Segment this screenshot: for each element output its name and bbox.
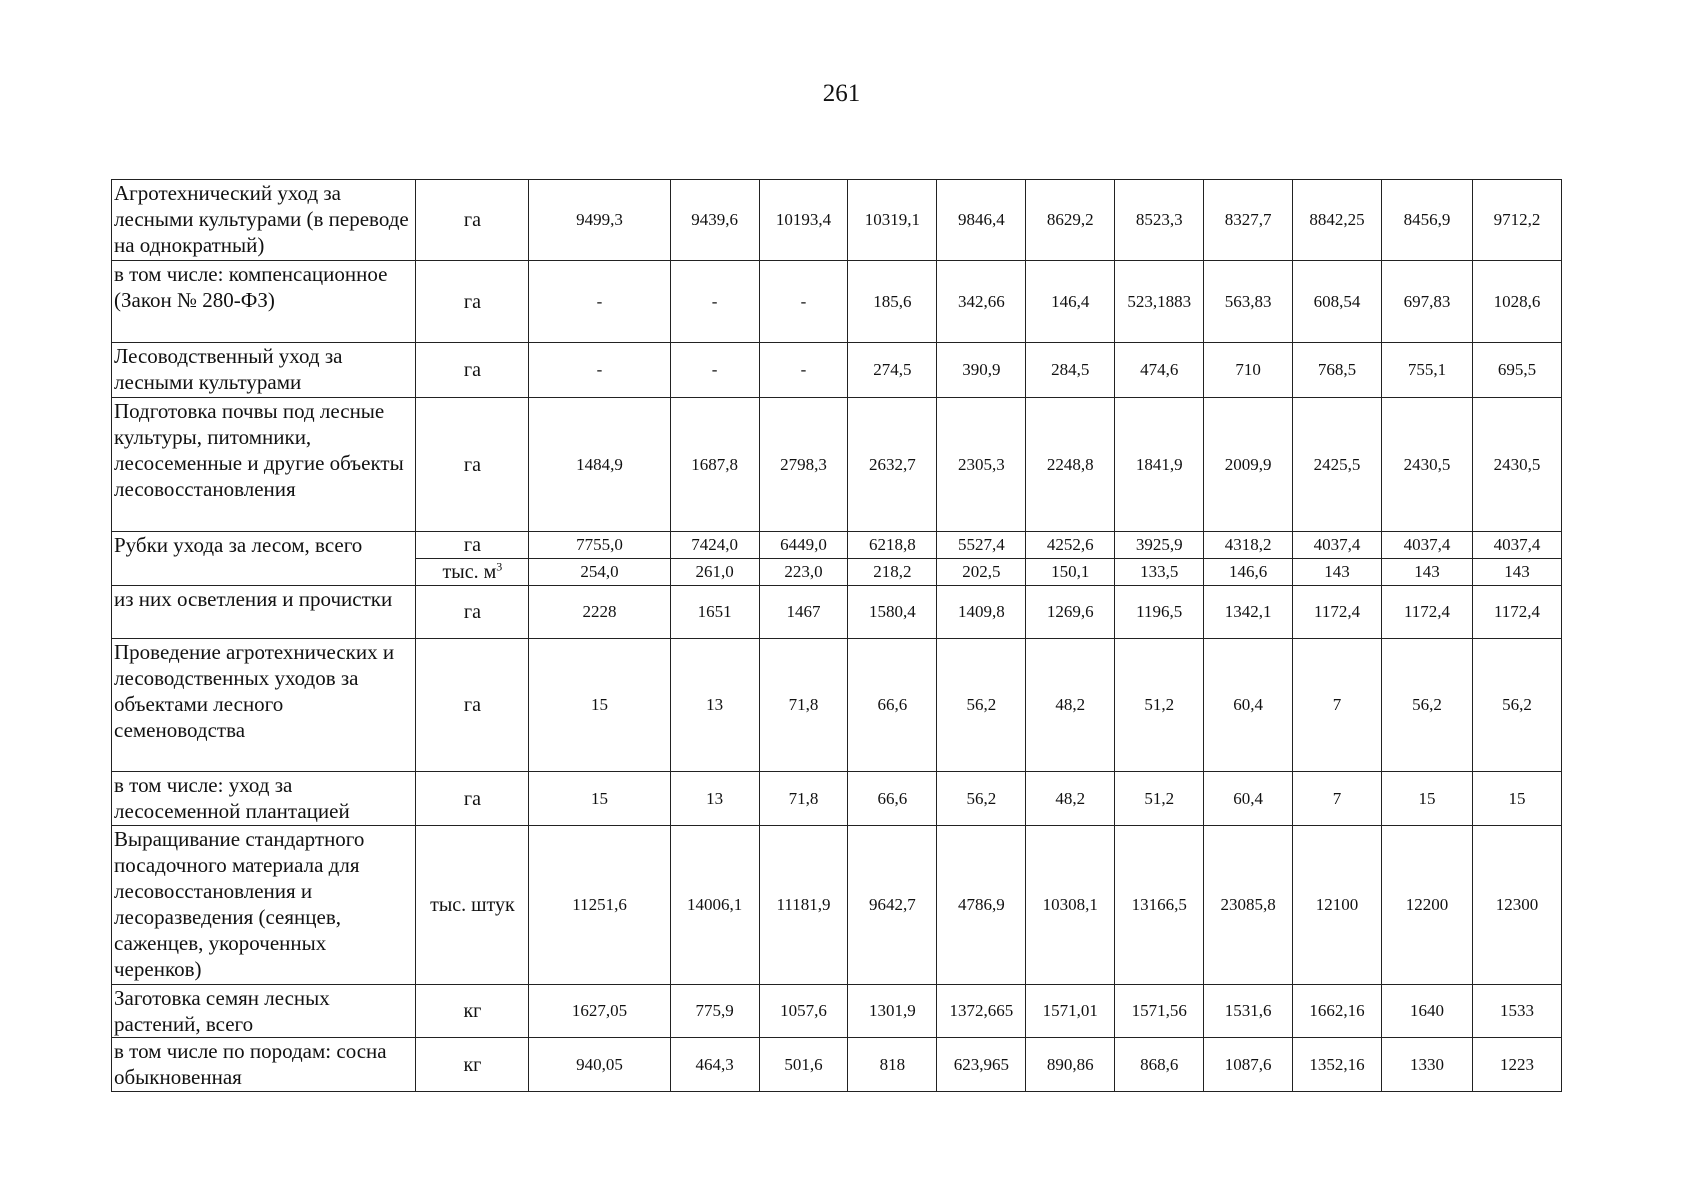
table-row xyxy=(112,985,1562,1038)
table-cell: 755,1 xyxy=(1382,343,1473,398)
table-cell: 501,6 xyxy=(759,1038,848,1092)
table-cell: 2430,5 xyxy=(1473,398,1562,532)
table-cell: 218,2 xyxy=(848,559,937,586)
table-cell: 133,5 xyxy=(1115,559,1204,586)
table-cell: 254,0 xyxy=(529,559,670,586)
table-cell: 623,965 xyxy=(937,1038,1026,1092)
table-cell: 4786,9 xyxy=(937,826,1026,985)
table-row xyxy=(112,398,1562,532)
table-cell: 1687,8 xyxy=(670,398,759,532)
row-unit: кг xyxy=(416,1038,529,1092)
table-row xyxy=(112,343,1562,398)
table-cell: 15 xyxy=(1382,772,1473,826)
page-number: 261 xyxy=(822,80,861,107)
table-cell: 1172,4 xyxy=(1473,586,1562,639)
table-cell: 1841,9 xyxy=(1115,398,1204,532)
row-label: из них осветления и прочистки xyxy=(112,586,416,639)
table-cell: 51,2 xyxy=(1115,772,1204,826)
table-cell: 1484,9 xyxy=(529,398,670,532)
row-unit: га xyxy=(416,586,529,639)
table-cell: 710 xyxy=(1204,343,1293,398)
row-unit: га xyxy=(416,532,529,559)
table-row xyxy=(112,532,1562,559)
table-body xyxy=(112,180,1562,1092)
table-cell: 7 xyxy=(1293,639,1382,772)
data-table xyxy=(111,179,1562,1092)
unit-superscript: 3 xyxy=(496,559,503,574)
table-cell: 56,2 xyxy=(1382,639,1473,772)
table-cell: 13 xyxy=(670,772,759,826)
table-cell: 5527,4 xyxy=(937,532,1026,559)
table-cell: 71,8 xyxy=(759,772,848,826)
table-cell: 8456,9 xyxy=(1382,180,1473,261)
table-cell: 3925,9 xyxy=(1115,532,1204,559)
table-cell: 4318,2 xyxy=(1204,532,1293,559)
table-cell: 1627,05 xyxy=(529,985,670,1038)
table-cell: 14006,1 xyxy=(670,826,759,985)
row-unit: га xyxy=(416,639,529,772)
table-cell: 66,6 xyxy=(848,772,937,826)
table-cell: 2798,3 xyxy=(759,398,848,532)
table-cell: 274,5 xyxy=(848,343,937,398)
table-cell: 563,83 xyxy=(1204,261,1293,343)
table-cell: 1409,8 xyxy=(937,586,1026,639)
table-cell: - xyxy=(529,343,670,398)
table-cell: 1342,1 xyxy=(1204,586,1293,639)
table-cell: 1057,6 xyxy=(759,985,848,1038)
table-cell: - xyxy=(529,261,670,343)
table-cell: 13166,5 xyxy=(1115,826,1204,985)
table-cell: 1172,4 xyxy=(1382,586,1473,639)
table-cell: 71,8 xyxy=(759,639,848,772)
table-cell: 6218,8 xyxy=(848,532,937,559)
table-cell: 11251,6 xyxy=(529,826,670,985)
table-cell: 1467 xyxy=(759,586,848,639)
table-row xyxy=(112,639,1562,772)
table-cell: - xyxy=(670,343,759,398)
table-cell: 1352,16 xyxy=(1293,1038,1382,1092)
row-unit xyxy=(416,559,529,586)
row-label: Проведение агротехнических и лесоводственных уходов за объектами лесного семеноводства xyxy=(112,639,416,772)
table-cell: 202,5 xyxy=(937,559,1026,586)
table-cell: 342,66 xyxy=(937,261,1026,343)
table-row xyxy=(112,1038,1562,1092)
table-cell: 2430,5 xyxy=(1382,398,1473,532)
table-cell: 8327,7 xyxy=(1204,180,1293,261)
table-cell: 1651 xyxy=(670,586,759,639)
table-cell: 608,54 xyxy=(1293,261,1382,343)
table-cell: 284,5 xyxy=(1026,343,1115,398)
table-row xyxy=(112,261,1562,343)
row-label: Подготовка почвы под лесные культуры, питомники, лесосеменные и другие объекты лесовосстановления xyxy=(112,398,416,532)
table-cell: 8523,3 xyxy=(1115,180,1204,261)
table-cell: 51,2 xyxy=(1115,639,1204,772)
table-cell: 697,83 xyxy=(1382,261,1473,343)
table-cell: 1087,6 xyxy=(1204,1038,1293,1092)
table-cell: 11181,9 xyxy=(759,826,848,985)
table-cell: 390,9 xyxy=(937,343,1026,398)
table-cell: 4037,4 xyxy=(1473,532,1562,559)
table-cell: 4252,6 xyxy=(1026,532,1115,559)
table-cell: 1196,5 xyxy=(1115,586,1204,639)
table-cell: 4037,4 xyxy=(1293,532,1382,559)
row-label: в том числе: уход за лесосеменной плантацией xyxy=(112,772,416,826)
table-cell: 10319,1 xyxy=(848,180,937,261)
table-cell: 9846,4 xyxy=(937,180,1026,261)
row-unit: га xyxy=(416,343,529,398)
table-cell: 940,05 xyxy=(529,1038,670,1092)
row-unit: га xyxy=(416,261,529,343)
row-unit: тыс. штук xyxy=(416,826,529,985)
table-cell: - xyxy=(759,261,848,343)
table-cell: 13 xyxy=(670,639,759,772)
table-cell: 60,4 xyxy=(1204,772,1293,826)
table-cell: 146,6 xyxy=(1204,559,1293,586)
table-cell: 48,2 xyxy=(1026,772,1115,826)
row-label: в том числе: компенсационное (Закон № 280-ФЗ) xyxy=(112,261,416,343)
table-cell: 1640 xyxy=(1382,985,1473,1038)
row-label: Рубки ухода за лесом, всего xyxy=(112,532,416,586)
table-cell: 60,4 xyxy=(1204,639,1293,772)
table-cell: 10193,4 xyxy=(759,180,848,261)
row-label: Заготовка семян лесных растений, всего xyxy=(112,985,416,1038)
table-cell: 9642,7 xyxy=(848,826,937,985)
table-cell: 1372,665 xyxy=(937,985,1026,1038)
table-cell: 223,0 xyxy=(759,559,848,586)
table-cell: 146,4 xyxy=(1026,261,1115,343)
row-label: Лесоводственный уход за лесными культурами xyxy=(112,343,416,398)
table-row xyxy=(112,586,1562,639)
table-cell: 8842,25 xyxy=(1293,180,1382,261)
row-unit: га xyxy=(416,398,529,532)
table-cell: 10308,1 xyxy=(1026,826,1115,985)
table-cell: 2248,8 xyxy=(1026,398,1115,532)
table-cell: 15 xyxy=(1473,772,1562,826)
unit-text: тыс. м xyxy=(442,561,497,583)
table-cell: 66,6 xyxy=(848,639,937,772)
table-cell: 56,2 xyxy=(937,772,1026,826)
table-cell: - xyxy=(759,343,848,398)
table-row xyxy=(112,772,1562,826)
table-row xyxy=(112,180,1562,261)
table-cell: 1580,4 xyxy=(848,586,937,639)
table-cell: 1172,4 xyxy=(1293,586,1382,639)
table-cell: 1533 xyxy=(1473,985,1562,1038)
table-cell: 261,0 xyxy=(670,559,759,586)
table-cell: 12200 xyxy=(1382,826,1473,985)
table-cell: 868,6 xyxy=(1115,1038,1204,1092)
table-cell: 1301,9 xyxy=(848,985,937,1038)
table-cell: 2425,5 xyxy=(1293,398,1382,532)
table-cell: 1571,01 xyxy=(1026,985,1115,1038)
table-cell: 4037,4 xyxy=(1382,532,1473,559)
table-cell: 474,6 xyxy=(1115,343,1204,398)
table-cell: 695,5 xyxy=(1473,343,1562,398)
row-label: в том числе по породам: сосна обыкновенная xyxy=(112,1038,416,1092)
table-cell: 768,5 xyxy=(1293,343,1382,398)
table-cell: 818 xyxy=(848,1038,937,1092)
table-cell: 464,3 xyxy=(670,1038,759,1092)
table-cell: 23085,8 xyxy=(1204,826,1293,985)
table-cell: 48,2 xyxy=(1026,639,1115,772)
table-cell: 8629,2 xyxy=(1026,180,1115,261)
table-cell: 1269,6 xyxy=(1026,586,1115,639)
table-cell: 15 xyxy=(529,639,670,772)
table-cell: 143 xyxy=(1473,559,1562,586)
table-cell: 150,1 xyxy=(1026,559,1115,586)
table-cell: 2305,3 xyxy=(937,398,1026,532)
table-cell: 2632,7 xyxy=(848,398,937,532)
table-cell: 9439,6 xyxy=(670,180,759,261)
table-cell: 775,9 xyxy=(670,985,759,1038)
table-cell: 185,6 xyxy=(848,261,937,343)
table-cell: 1223 xyxy=(1473,1038,1562,1092)
table-cell: 7424,0 xyxy=(670,532,759,559)
table-cell: 890,86 xyxy=(1026,1038,1115,1092)
table-cell: 6449,0 xyxy=(759,532,848,559)
table-row xyxy=(112,826,1562,985)
table-cell: 143 xyxy=(1293,559,1382,586)
table-cell: 1662,16 xyxy=(1293,985,1382,1038)
table-cell: 1571,56 xyxy=(1115,985,1204,1038)
table-cell: 523,1883 xyxy=(1115,261,1204,343)
table-cell: 56,2 xyxy=(937,639,1026,772)
table-cell: 1330 xyxy=(1382,1038,1473,1092)
table-cell: 1028,6 xyxy=(1473,261,1562,343)
table-cell: 12300 xyxy=(1473,826,1562,985)
row-unit: кг xyxy=(416,985,529,1038)
row-label: Агротехнический уход за лесными культурами (в переводе на однократный) xyxy=(112,180,416,261)
table-cell: 12100 xyxy=(1293,826,1382,985)
table-cell: 7755,0 xyxy=(529,532,670,559)
table-cell: 9712,2 xyxy=(1473,180,1562,261)
row-unit: га xyxy=(416,772,529,826)
table-cell: 2228 xyxy=(529,586,670,639)
table-cell: 143 xyxy=(1382,559,1473,586)
table-cell: 7 xyxy=(1293,772,1382,826)
table-cell: 1531,6 xyxy=(1204,985,1293,1038)
row-label: Выращивание стандартного посадочного материала для лесовосстановления и лесоразведения (сеянцев, саженцев, укороченных черенков) xyxy=(112,826,416,985)
row-unit: га xyxy=(416,180,529,261)
table-cell: 15 xyxy=(529,772,670,826)
table-cell: - xyxy=(670,261,759,343)
table-cell: 9499,3 xyxy=(529,180,670,261)
table-cell: 56,2 xyxy=(1473,639,1562,772)
table-cell: 2009,9 xyxy=(1204,398,1293,532)
